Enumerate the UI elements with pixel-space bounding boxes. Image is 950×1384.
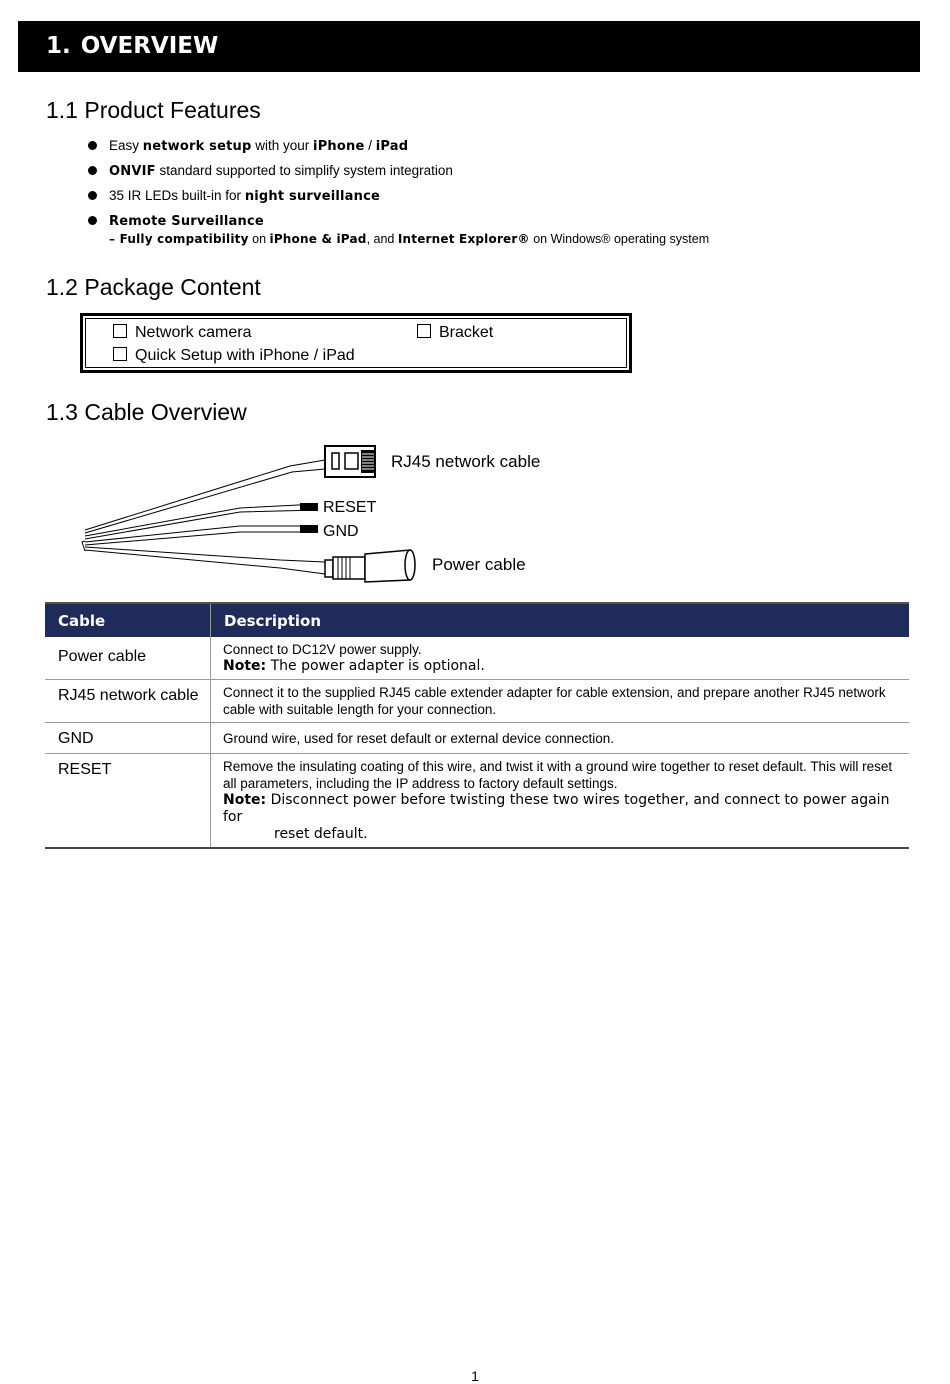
cable-name: RJ45 network cable: [45, 680, 211, 723]
cable-description: [211, 754, 910, 849]
feature-text-part: night surveillance: [244, 189, 381, 204]
header-description: Description: [211, 603, 910, 637]
note-text: Disconnect power before twisting these two wires together, and connect to power again for: [223, 792, 890, 825]
note-label: Note:: [223, 658, 267, 674]
cable-name: RESET: [45, 754, 211, 849]
package-content-box: [80, 313, 632, 373]
feature-item: [88, 136, 908, 161]
label-rj45: RJ45 network cable: [391, 452, 541, 471]
reset-wire-tip-icon: [300, 503, 318, 511]
checkbox-icon: [113, 324, 127, 338]
feature-text: [109, 186, 908, 207]
wire-reset-a: [85, 504, 318, 536]
wire-rj45-b: [85, 469, 325, 533]
wire-gnd-a: [85, 526, 318, 542]
table-row: [45, 637, 909, 680]
table-row: [45, 723, 909, 754]
table-row: [45, 680, 909, 723]
package-item-quick-setup: [113, 346, 355, 366]
bullet-icon: [88, 216, 97, 225]
note-continuation: reset default.: [274, 826, 368, 842]
feature-subtext-part: – Fully compatibility: [109, 232, 249, 246]
chapter-title: OVERVIEW: [80, 33, 219, 59]
feature-text: [109, 136, 908, 157]
heading-product-features: 1.1 Product Features: [46, 97, 261, 123]
heading-package-content: 1.2 Package Content: [46, 274, 261, 300]
chapter-banner: [18, 21, 920, 72]
feature-item: [88, 211, 908, 247]
feature-item: [88, 186, 908, 211]
description-text: Connect to DC12V power supply.: [223, 642, 422, 657]
cable-diagram: [80, 436, 550, 586]
feature-subtext-part: iPhone & iPad: [269, 232, 367, 246]
bullet-icon: [88, 141, 97, 150]
checkbox-icon: [113, 347, 127, 361]
description-text: Remove the insulating coating of this wire, and twist it with a ground wire together to reset default. This will reset all parameters, including the IP address to factory default settings.: [223, 759, 893, 791]
feature-subtext-part: on: [248, 232, 270, 246]
package-item-bracket-label: Bracket: [439, 324, 494, 341]
note: [223, 658, 903, 675]
chapter-number: 1.: [46, 33, 71, 59]
feature-subtext: [109, 232, 908, 246]
cable-name: GND: [45, 723, 211, 754]
cable-description: [211, 637, 910, 680]
bullet-icon: [88, 166, 97, 175]
feature-list: [88, 136, 908, 247]
cable-name: Power cable: [45, 637, 211, 680]
checkbox-icon: [417, 324, 431, 338]
bullet-icon: [88, 191, 97, 200]
feature-text-part: iPad: [375, 139, 409, 154]
feature-text-part: Remote Surveillance: [109, 214, 264, 229]
table-row: [45, 754, 909, 849]
power-connector-icon: [325, 550, 415, 582]
feature-text: [109, 161, 908, 182]
label-gnd: GND: [323, 523, 359, 540]
label-reset: RESET: [323, 499, 377, 516]
page-number: 1: [471, 1368, 479, 1384]
table-header-row: [45, 603, 909, 637]
feature-subtext-part: Internet Explorer®: [397, 232, 530, 246]
gnd-wire-tip-icon: [300, 525, 318, 533]
package-item-quick-setup-label: Quick Setup with iPhone / iPad: [135, 347, 355, 364]
wire-reset-b: [85, 510, 318, 539]
package-item-camera: [113, 323, 251, 343]
note: [223, 792, 903, 843]
feature-text-part: network setup: [142, 139, 252, 154]
cable-description: [211, 680, 910, 723]
feature-text-part: standard supported to simplify system integration: [155, 163, 453, 178]
feature-text-part: /: [364, 138, 376, 153]
feature-item: [88, 161, 908, 186]
feature-subtext-part: on Windows® operating system: [529, 232, 710, 246]
rj45-connector-icon: [325, 446, 375, 477]
header-cable: Cable: [45, 603, 211, 637]
description-text: Ground wire, used for reset default or external device connection.: [223, 731, 614, 746]
package-item-bracket: [417, 323, 493, 343]
wire-power-a: [85, 547, 325, 562]
feature-text-part: ONVIF: [109, 164, 156, 179]
wire-rj45-a: [85, 460, 325, 530]
label-power: Power cable: [432, 555, 526, 574]
feature-text-part: iPhone: [313, 139, 365, 154]
description-text: Connect it to the supplied RJ45 cable extender adapter for cable extension, and prepare another RJ45 network cable with suitable length for your connection.: [223, 685, 886, 717]
feature-text-part: 35 IR LEDs built-in for: [109, 188, 245, 203]
feature-text-part: Easy: [109, 138, 143, 153]
package-item-camera-label: Network camera: [135, 324, 252, 341]
feature-subtext-part: , and: [366, 232, 398, 246]
feature-text: [109, 211, 908, 232]
note-text: The power adapter is optional.: [266, 658, 485, 674]
cable-description-table: [45, 602, 909, 849]
feature-text-part: with your: [251, 138, 314, 153]
heading-cable-overview: 1.3 Cable Overview: [46, 399, 247, 425]
note-label: Note:: [223, 792, 267, 808]
wire-power-b: [85, 550, 325, 574]
cable-description: [211, 723, 910, 754]
